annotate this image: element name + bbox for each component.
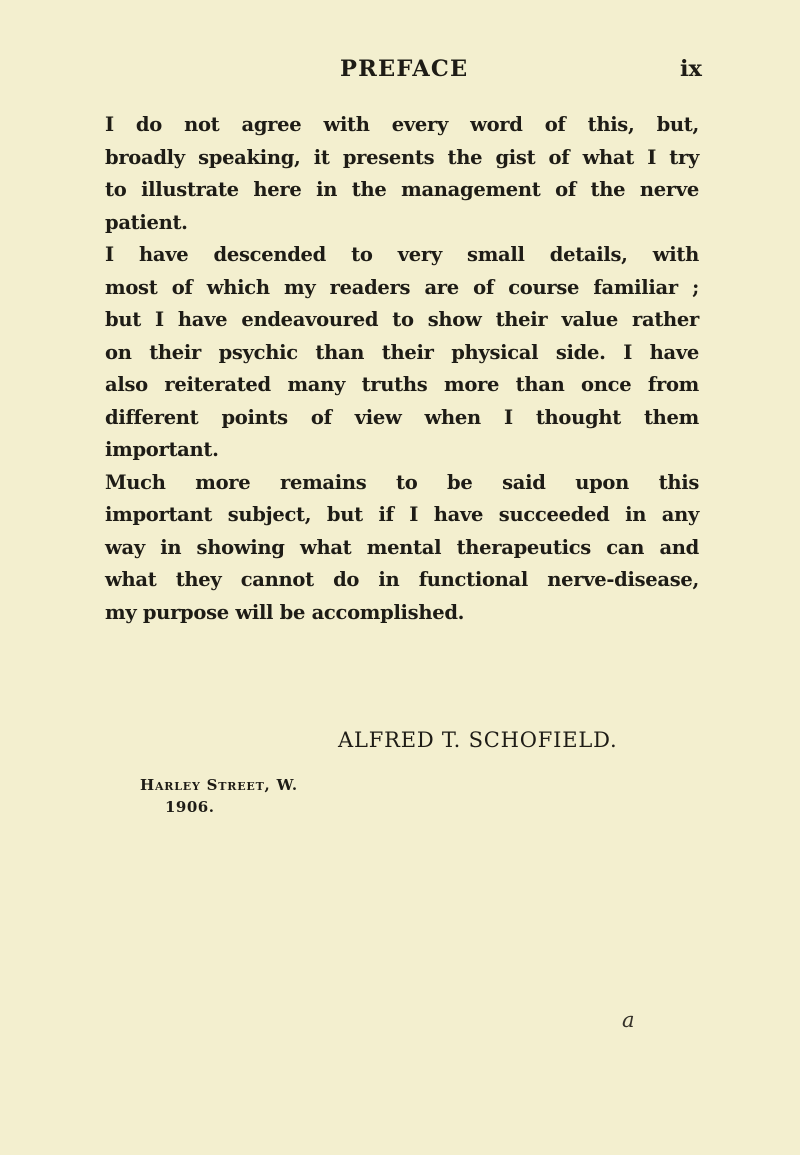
- text-line: on their psychic than their physical side. I have: [105, 340, 699, 364]
- text-line: patient.: [105, 210, 188, 234]
- page-number: ix: [680, 56, 702, 82]
- preface-body: [105, 110, 699, 630]
- text-line: also reiterated many truths more than once from: [105, 373, 699, 396]
- printer-signature-mark: a: [622, 1008, 635, 1032]
- text-line: broadly speaking, it presents the gist of what I try: [105, 145, 699, 169]
- running-header: [0, 56, 800, 86]
- address: Harley Street, W.: [140, 776, 298, 794]
- address-block: [140, 774, 298, 818]
- text-line: important subject, but if I have succeeded in any: [105, 503, 699, 526]
- text-line: Much more remains to be said upon this: [105, 470, 699, 494]
- text-line: I have descended to very small details, with: [105, 243, 699, 266]
- running-title: PREFACE: [340, 56, 469, 82]
- text-line: but I have endeavoured to show their value rather: [105, 308, 699, 331]
- text-line: my purpose will be accomplished.: [105, 600, 465, 624]
- text-line: important.: [105, 438, 219, 461]
- text-line: I do not agree with every word of this, but,: [105, 113, 699, 136]
- author-signature: ALFRED T. SCHOFIELD.: [338, 728, 618, 752]
- text-line: to illustrate here in the management of the nerve: [105, 178, 699, 201]
- text-line: most of which my readers are of course familiar ;: [105, 275, 699, 299]
- year: 1906.: [165, 798, 215, 816]
- text-line: different points of view when I thought them: [105, 405, 699, 429]
- text-line: what they cannot do in functional nerve-disease,: [105, 568, 699, 591]
- text-line: way in showing what mental therapeutics can and: [105, 535, 699, 559]
